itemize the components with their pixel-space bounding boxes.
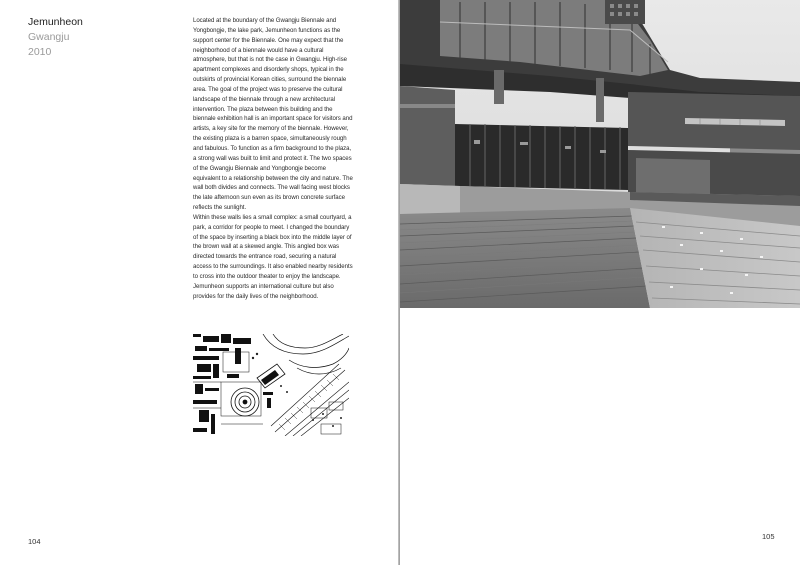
- description-paragraph-1: Located at the boundary of the Gwangju Biennale and Yongbongje, the lake park, Jemunheon functions as the support center for the Biennale. One may expect that the neighborhood of a biennale would have a cultural atmosphere, but that is not the case in Gwangju. High-rise apartment complexes and disorderly shops, typical in the outskirts of provincial Korean cities, surround the biennale area. The goal of the project was to preserve the cultural landscape of the biennale through a new architectural intervention. The plaza between this building and the biennale exhibition hall is an important space for visitors and artists, a key site for the memory of the biennale. However, the existing plaza is a barren space, simultaneously rough and fabulous. To function as a firm background to the plaza, a strong wall was built to limit and protect it. The two spaces of the Gwangju Biennale and Yongbongje become equivalent to a relationship between the city and nature. The wall both divides and connects. The wall facing west blocks the late afternoon sun even as its brown concrete surface reflects the sunlight.: [193, 17, 353, 212]
- project-city: Gwangju: [28, 31, 70, 43]
- project-title: Jemunheon: [28, 16, 83, 28]
- project-description: [193, 16, 353, 301]
- building-photograph: [400, 0, 800, 308]
- page-number-left: 104: [28, 537, 41, 546]
- site-plan-drawing: [193, 334, 349, 436]
- site-plan-svg: [193, 334, 349, 436]
- project-year: 2010: [28, 46, 52, 58]
- building-photo-svg: [400, 0, 800, 308]
- right-page: [400, 0, 800, 565]
- description-paragraph-2: Within these walls lies a small complex: a small courtyard, a park, a corridor for people to meet. I changed the boundary of the space by inserting a black box into the middle layer of the brown wall at a skewed angle. This angled box was directed towards the entrance road, securing a natural access to the surroundings. It also enabled nearby residents to cross into the outdoor theater to enjoy the landscape. Jemunheon supports an international culture but also provides for the daily lives of the neighborhood.: [193, 213, 353, 300]
- left-page: [0, 0, 399, 565]
- page-number-right: 105: [762, 532, 775, 541]
